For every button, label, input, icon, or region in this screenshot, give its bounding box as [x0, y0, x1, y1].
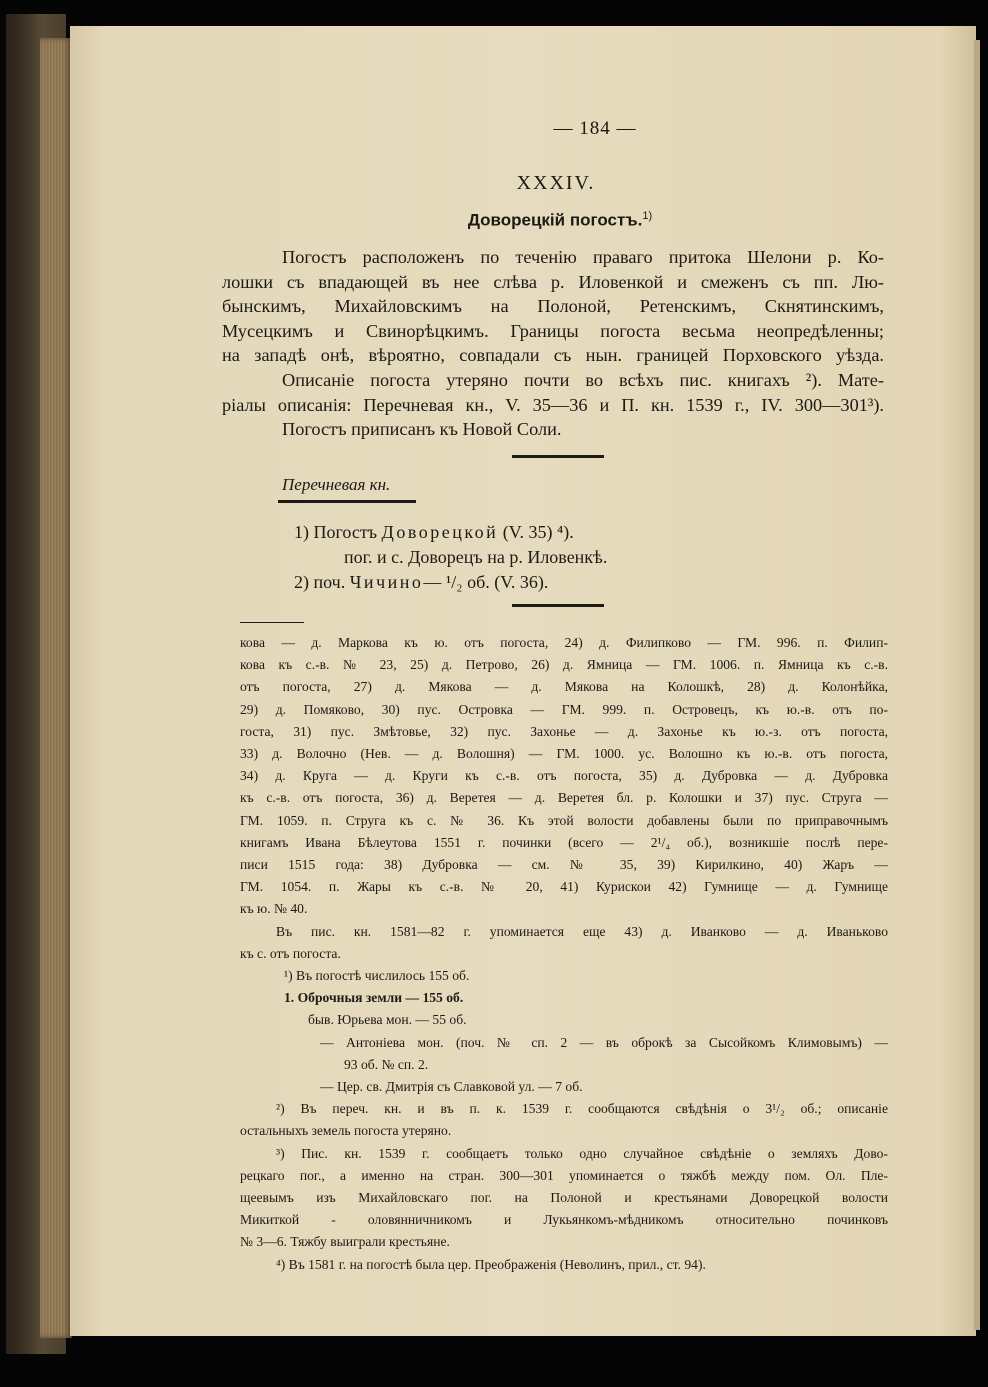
footnote-line: ГМ. 1059. п. Струга къ с. № 36. Къ этой волости добавлены были по приправочнымъ	[240, 812, 888, 828]
page-number: — 184 —	[553, 118, 637, 139]
title-footnote-mark: 1)	[642, 210, 653, 222]
footnotes	[240, 632, 888, 1276]
body-line: лошки съ впадающей въ нее слѣва р. Иловенкой и смеженъ съ пп. Лю-	[222, 271, 884, 292]
footnote-line: госта, 31) пус. Змѣтовье, 32) пус. Захонье — д. Захонье къ ю.-з. отъ погоста,	[240, 723, 888, 739]
footnote-line: — Цер. св. Дмитрія съ Славковой ул. — 7 об.	[320, 1079, 583, 1095]
footnote-mark-2: ²) Въ переч. кн. и въ п. к. 1539 г. сообщаются свѣдѣнія о 3¹/₂ об.; описаніе	[276, 1101, 888, 1117]
list-place-name: Чичино	[349, 572, 424, 592]
list-number: 2)	[294, 572, 309, 592]
list-item	[294, 520, 607, 545]
body-line: Описаніе погоста утеряно почти во всѣхъ пис. книгахъ ²). Мате-	[282, 369, 884, 390]
footnote-line: щеевымъ изъ Михайловскаго пог. на Полоной и крестьянами Доворецкой волости	[240, 1190, 888, 1206]
footnote-line: кова — д. Маркова къ ю. отъ погоста, 24) д. Филипково — ГМ. 996. п. Филип-	[240, 635, 888, 650]
footnote-line: къ с.-в. отъ погоста, 36) д. Веретея — д. Веретея бл. р. Колошки и 37) пус. Струга —	[240, 790, 888, 806]
footnote-line: къ с. отъ погоста.	[240, 945, 341, 961]
list-text: пог. и с. Доворецъ на р. Иловенкѣ.	[344, 547, 608, 567]
list-text: поч.	[313, 572, 346, 592]
footnote-line: отъ погоста, 27) д. Мякова — д. Мякова на Колошкѣ, 28) д. Колонѣйка,	[240, 679, 888, 695]
footnote-line: 29) д. Помяково, 30) пус. Островка — ГМ. 999. п. Островецъ, къ ю.-в. отъ по-	[240, 701, 888, 717]
footnote-line: № 3—6. Тяжбу выиграли крестьяне.	[240, 1234, 450, 1250]
list-item	[294, 570, 607, 595]
body-line: Погостъ приписанъ къ Новой Соли.	[282, 419, 562, 440]
section-heading: Перечневая кн.	[282, 475, 391, 494]
footnote-line: 33) д. Волочно (Нев. — д. Волошня) — ГМ. 1000. ус. Волошно къ ю.-в. отъ погоста,	[240, 746, 888, 762]
list-ref: — ¹/₂ об. (V. 36).	[423, 572, 549, 592]
list-text: Погостъ	[313, 522, 378, 542]
list-place-name: Доворецкой	[381, 522, 499, 542]
footnote-line: 34) д. Круга — д. Круги къ с.-в. отъ погоста, 35) д. Дубровка — д. Дубровка	[240, 768, 888, 784]
footnote-line: кова къ с.-в. № 23, 25) д. Петрово, 26) д. Ямница — ГМ. 1006. п. Ямница къ с.-в.	[240, 657, 888, 673]
page-edges	[40, 38, 72, 1338]
list-ref: (V. 35) ⁴).	[502, 522, 574, 542]
section-divider	[512, 455, 604, 458]
title-text: Доворецкій погостъ.	[467, 210, 643, 230]
settlement-list	[294, 520, 607, 595]
footnote-line: рецкаго пог., а именно на стран. 300—301 упоминается о тяжбѣ между пом. Ол. Пле-	[240, 1167, 888, 1183]
footnote-mark-4: ⁴) Въ 1581 г. на погостѣ была цер. Преображенія (Неволинъ, прил., ст. 94).	[276, 1256, 706, 1272]
body-line: ріалы описанія: Перечневая кн., V. 35—36 и П. кн. 1539 г., IV. 300—301³).	[222, 394, 884, 415]
footnote-line: къ ю. № 40.	[240, 901, 308, 917]
footnote-line: 93 об. № сп. 2.	[344, 1056, 429, 1072]
list-divider	[512, 604, 604, 607]
body-line: Погостъ расположенъ по теченію праваго притока Шелони р. Ко-	[282, 247, 884, 267]
list-item	[294, 545, 607, 570]
footnote-mark-3: ³) Пис. кн. 1539 г. сообщаетъ только одно случайное свѣдѣніе о земляхъ Дово-	[276, 1145, 888, 1161]
footnote-line: остальныхъ земель погоста утеряно.	[240, 1123, 452, 1139]
main-text	[222, 245, 884, 442]
footnote-line: — Антоніева мон. (поч. № сп. 2 — въ оброкѣ за Сысойкомъ Климовымъ) —	[320, 1034, 888, 1050]
heading-underline	[278, 500, 416, 503]
list-number: 1)	[294, 522, 309, 542]
footnote-line: писи 1515 года: 38) Дубровка — см. № 35, 39) Кирилкино, 40) Жаръ —	[240, 857, 888, 873]
footnote-mark-1: ¹) Въ погостѣ числилось 155 об.	[284, 968, 470, 984]
body-line: бынскимъ, Михайловскимъ на Полоной, Ретенскимъ, Скнятинскимъ,	[222, 296, 884, 317]
chapter-number: XXXIV.	[516, 172, 596, 194]
footnote-line: 1. Оброчныя земли — 155 об.	[284, 990, 464, 1006]
section-title	[0, 210, 988, 231]
footnote-rule	[240, 622, 304, 623]
footnote-line: Микиткой - оловянничникомъ и Лукьянкомъ-мѣдникомъ относительно починковъ	[240, 1212, 888, 1228]
page-right-edge	[974, 40, 980, 1330]
body-line: Мусецкимъ и Свинорѣцкимъ. Границы погоста весьма неопредѣленны;	[222, 320, 884, 341]
footnote-line: Въ пис. кн. 1581—82 г. упоминается еще 43) д. Иванково — д. Иваньково	[276, 923, 888, 939]
footnote-line: быв. Юрьева мон. — 55 об.	[308, 1012, 467, 1028]
footnote-line: книгамъ Ивана Бѣлеутова 1551 г. починки (всего — 2¹/₄ об.), возникшіе послѣ пере-	[240, 834, 888, 850]
footnote-line: ГМ. 1054. п. Жары къ с.-в. № 20, 41) Курискои 42) Гумнище — д. Гумнище	[240, 879, 888, 895]
body-line: на западѣ онѣ, вѣроятно, совпадали съ нын. границей Порховского уѣзда.	[222, 345, 884, 366]
